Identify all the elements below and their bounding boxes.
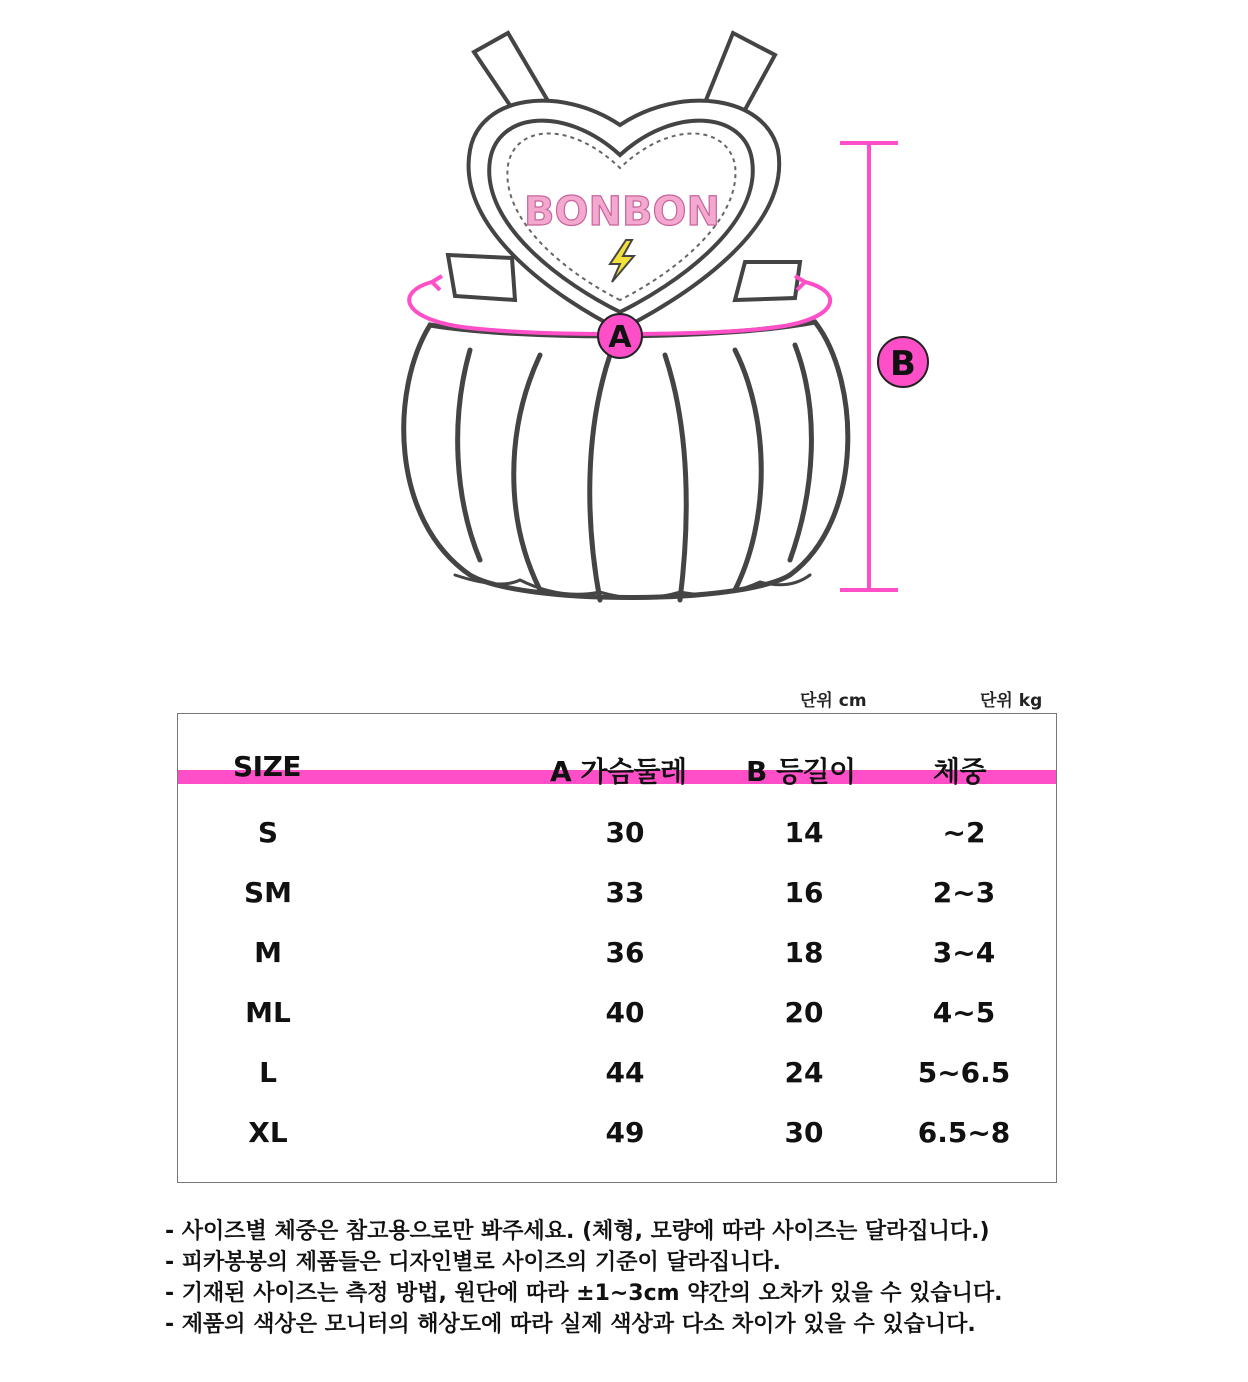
cell-chest: 36 (605, 936, 645, 969)
garment-illustration (0, 0, 1248, 640)
cell-weight: ~2 (942, 816, 986, 849)
size-table (177, 713, 1057, 1183)
cell-chest: 33 (605, 876, 645, 909)
table-row (178, 816, 1056, 856)
cell-back-length: 18 (784, 936, 824, 969)
table-row (178, 1056, 1056, 1096)
marker-a-label: A (608, 320, 632, 355)
cell-size: XL (248, 1116, 288, 1149)
cell-back-length: 16 (784, 876, 824, 909)
cell-weight: 2~3 (932, 876, 996, 909)
table-row (178, 876, 1056, 916)
cell-weight: 5~6.5 (917, 1056, 1011, 1089)
cell-size: SM (243, 876, 293, 909)
notes-list (165, 1216, 1165, 1340)
header-back-length: B 등길이 (746, 755, 856, 788)
note-item: - 기재된 사이즈는 측정 방법, 원단에 따라 ±1~3cm 약간의 오차가 있을 수 있습니다. (165, 1281, 1003, 1306)
cell-size: M (254, 936, 282, 969)
cell-size: ML (245, 996, 291, 1029)
cell-back-length: 20 (784, 996, 824, 1029)
table-row (178, 1116, 1056, 1156)
cell-back-length: 30 (784, 1116, 824, 1149)
note-item: - 제품의 색상은 모니터의 해상도에 따라 실제 색상과 다소 차이가 있을 수 있습니다. (165, 1312, 976, 1337)
table-row (178, 936, 1056, 976)
header-size: SIZE (233, 750, 302, 783)
table-row (178, 996, 1056, 1036)
cell-weight: 4~5 (932, 996, 996, 1029)
cell-chest: 30 (605, 816, 645, 849)
cell-chest: 40 (605, 996, 645, 1029)
cell-weight: 3~4 (932, 936, 996, 969)
cell-chest: 44 (605, 1056, 645, 1089)
length-measure-marker (840, 143, 928, 590)
unit-label-cm: 단위 cm (800, 691, 867, 711)
cell-back-length: 14 (784, 816, 824, 849)
cell-size: L (259, 1056, 277, 1089)
cell-size: S (257, 816, 279, 849)
garment-body (404, 322, 848, 600)
cell-chest: 49 (605, 1116, 645, 1149)
marker-b-label: B (890, 344, 916, 384)
brand-logo-text: BONBON (524, 189, 720, 235)
header-weight: 체중 (933, 755, 987, 788)
cell-weight: 6.5~8 (917, 1116, 1011, 1149)
header-chest: A 가슴둘레 (550, 755, 687, 788)
unit-label-kg: 단위 kg (980, 691, 1043, 711)
note-item: - 피카봉봉의 제품들은 디자인별로 사이즈의 기준이 달라집니다. (165, 1250, 781, 1275)
note-item: - 사이즈별 체중은 참고용으로만 봐주세요. (체형, 모량에 따라 사이즈는 달라집니다.) (165, 1219, 990, 1244)
cell-back-length: 24 (784, 1056, 824, 1089)
